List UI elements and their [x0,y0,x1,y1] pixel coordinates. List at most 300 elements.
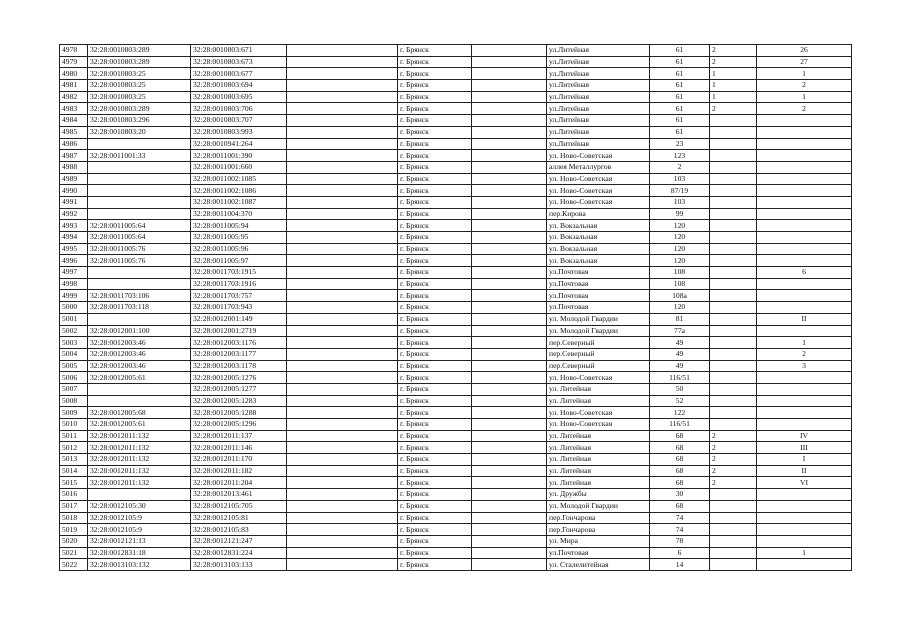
city: г. Брянск [398,45,472,57]
street: ул. Вокзальная [547,232,650,244]
cadastral-number: 32:28:0011001:660 [191,161,287,173]
building-number [710,185,757,197]
city: г. Брянск [398,255,472,267]
apartment-number [757,278,852,290]
table-row [60,442,852,454]
row-number: 5011 [60,430,88,442]
cadastral-number: 32:28:0011703:943 [191,302,287,314]
table-row [60,290,852,302]
city: г. Брянск [398,477,472,489]
house-number: 30 [650,489,710,501]
empty-cell [287,419,398,431]
empty-cell [472,313,547,325]
parent-cadastral-number [88,267,191,279]
registry-table [59,44,852,571]
table-row [60,91,852,103]
street: ул. Ново-Советская [547,372,650,384]
empty-cell [287,290,398,302]
empty-cell [472,243,547,255]
apartment-number [757,559,852,571]
city: г. Брянск [398,383,472,395]
empty-cell [287,477,398,489]
table-row [60,173,852,185]
table-row [60,383,852,395]
apartment-number: 1 [757,91,852,103]
empty-cell [472,232,547,244]
parent-cadastral-number: 32:28:0011001:33 [88,150,191,162]
empty-cell [287,430,398,442]
empty-cell [287,442,398,454]
table-row [60,325,852,337]
table-row [60,243,852,255]
empty-cell [287,68,398,80]
parent-cadastral-number: 32:28:0012831:18 [88,547,191,559]
city: г. Брянск [398,325,472,337]
cadastral-number: 32:28:0012005:1276 [191,372,287,384]
row-number: 5013 [60,454,88,466]
street: ул.Литейная [547,126,650,138]
house-number: 116/51 [650,419,710,431]
cadastral-number: 32:28:0012105:705 [191,500,287,512]
empty-cell [287,161,398,173]
row-number: 5016 [60,489,88,501]
parent-cadastral-number [88,138,191,150]
apartment-number [757,115,852,127]
building-number [710,360,757,372]
empty-cell [287,255,398,267]
street: ул. Литейная [547,442,650,454]
house-number: 123 [650,150,710,162]
table-row [60,232,852,244]
empty-cell [287,535,398,547]
parent-cadastral-number: 32:28:0012001:100 [88,325,191,337]
building-number [710,372,757,384]
empty-cell [287,407,398,419]
city: г. Брянск [398,465,472,477]
street: ул.Почтовая [547,290,650,302]
building-number [710,535,757,547]
empty-cell [287,196,398,208]
table-row [60,220,852,232]
row-number: 5010 [60,419,88,431]
table-row [60,267,852,279]
empty-cell [472,68,547,80]
row-number: 5012 [60,442,88,454]
building-number [710,196,757,208]
cadastral-number: 32:28:0012121:247 [191,535,287,547]
apartment-number [757,524,852,536]
cadastral-number: 32:28:0012005:1288 [191,407,287,419]
empty-cell [472,430,547,442]
empty-cell [287,173,398,185]
street: ул. Молодой Гвардии [547,325,650,337]
house-number: 77а [650,325,710,337]
building-number: 1 [710,80,757,92]
empty-cell [472,302,547,314]
empty-cell [472,325,547,337]
apartment-number [757,208,852,220]
table-row [60,302,852,314]
street: ул. Ново-Советская [547,150,650,162]
table-row [60,500,852,512]
parent-cadastral-number: 32:28:0010803:25 [88,80,191,92]
city: г. Брянск [398,103,472,115]
apartment-number [757,489,852,501]
table-row [60,208,852,220]
building-number [710,419,757,431]
empty-cell [287,395,398,407]
street: ул. Вокзальная [547,243,650,255]
cadastral-number: 32:28:0011002:1085 [191,173,287,185]
street: пер.Гончарова [547,512,650,524]
parent-cadastral-number: 32:28:0012011:132 [88,465,191,477]
building-number: 1 [710,68,757,80]
house-number: 68 [650,430,710,442]
street: ул. Вокзальная [547,220,650,232]
empty-cell [287,150,398,162]
table-row [60,115,852,127]
apartment-number [757,407,852,419]
cadastral-number: 32:28:0012001:149 [191,313,287,325]
house-number: 120 [650,232,710,244]
row-number: 4987 [60,150,88,162]
apartment-number: 2 [757,80,852,92]
parent-cadastral-number: 32:28:0012105:9 [88,524,191,536]
cadastral-number: 32:28:0011002:1086 [191,185,287,197]
row-number: 4984 [60,115,88,127]
row-number: 4998 [60,278,88,290]
street: ул. Ново-Советская [547,419,650,431]
city: г. Брянск [398,348,472,360]
row-number: 4985 [60,126,88,138]
table-row [60,454,852,466]
cadastral-number: 32:28:0010803:707 [191,115,287,127]
cadastral-number: 32:28:0012011:146 [191,442,287,454]
city: г. Брянск [398,208,472,220]
row-number: 4995 [60,243,88,255]
empty-cell [287,500,398,512]
city: г. Брянск [398,547,472,559]
table-row [60,465,852,477]
empty-cell [472,559,547,571]
cadastral-number: 32:28:0011703:1916 [191,278,287,290]
cadastral-number: 32:28:0012105:83 [191,524,287,536]
apartment-number [757,243,852,255]
parent-cadastral-number: 32:28:0011703:118 [88,302,191,314]
apartment-number: 26 [757,45,852,57]
empty-cell [472,45,547,57]
empty-cell [472,442,547,454]
empty-cell [287,267,398,279]
parent-cadastral-number: 32:28:0010803:25 [88,68,191,80]
house-number: 122 [650,407,710,419]
cadastral-number: 32:28:0012013:461 [191,489,287,501]
cadastral-number: 32:28:0010803:695 [191,91,287,103]
cadastral-number: 32:28:0012011:182 [191,465,287,477]
street: ул. Ново-Советская [547,173,650,185]
parent-cadastral-number: 32:28:0012011:132 [88,477,191,489]
building-number [710,547,757,559]
apartment-number [757,395,852,407]
empty-cell [287,372,398,384]
table-row [60,278,852,290]
house-number: 68 [650,465,710,477]
apartment-number: IV [757,430,852,442]
table-row [60,45,852,57]
row-number: 4979 [60,56,88,68]
house-number: 6 [650,547,710,559]
street: ул. Мира [547,535,650,547]
building-number [710,500,757,512]
city: г. Брянск [398,302,472,314]
house-number: 108 [650,267,710,279]
apartment-number [757,419,852,431]
row-number: 5006 [60,372,88,384]
house-number: 74 [650,524,710,536]
apartment-number [757,325,852,337]
parent-cadastral-number: 32:28:0012003:46 [88,360,191,372]
row-number: 4993 [60,220,88,232]
empty-cell [472,138,547,150]
empty-cell [287,80,398,92]
apartment-number: VI [757,477,852,489]
empty-cell [472,220,547,232]
building-number [710,220,757,232]
house-number: 61 [650,56,710,68]
building-number: 2 [710,477,757,489]
building-number: 2 [710,45,757,57]
city: г. Брянск [398,115,472,127]
apartment-number [757,255,852,267]
empty-cell [472,56,547,68]
table-row [60,126,852,138]
cadastral-number: 32:28:0011005:97 [191,255,287,267]
building-number: 2 [710,430,757,442]
parent-cadastral-number: 32:28:0011005:64 [88,220,191,232]
city: г. Брянск [398,68,472,80]
house-number: 120 [650,255,710,267]
empty-cell [472,524,547,536]
cadastral-number: 32:28:0011002:1087 [191,196,287,208]
city: г. Брянск [398,430,472,442]
apartment-number [757,500,852,512]
house-number: 23 [650,138,710,150]
building-number [710,559,757,571]
street: ул. Литейная [547,383,650,395]
house-number: 61 [650,126,710,138]
cadastral-number: 32:28:0011001:390 [191,150,287,162]
table-row [60,430,852,442]
apartment-number [757,150,852,162]
apartment-number [757,383,852,395]
empty-cell [287,45,398,57]
apartment-number: 1 [757,547,852,559]
building-number [710,383,757,395]
table-row [60,80,852,92]
house-number: 2 [650,161,710,173]
empty-cell [472,91,547,103]
apartment-number [757,512,852,524]
street: ул. Ново-Советская [547,185,650,197]
street: ул. Сталелитейная [547,559,650,571]
house-number: 87/19 [650,185,710,197]
building-number [710,278,757,290]
table-row [60,196,852,208]
apartment-number [757,220,852,232]
table-row [60,524,852,536]
cadastral-number: 32:28:0010803:993 [191,126,287,138]
parent-cadastral-number: 32:28:0012005:61 [88,372,191,384]
row-number: 4980 [60,68,88,80]
cadastral-number: 32:28:0011004:370 [191,208,287,220]
cadastral-number: 32:28:0010803:673 [191,56,287,68]
parent-cadastral-number: 32:28:0013103:132 [88,559,191,571]
row-number: 5003 [60,337,88,349]
row-number: 4989 [60,173,88,185]
empty-cell [287,91,398,103]
empty-cell [472,278,547,290]
table-row [60,489,852,501]
empty-cell [287,337,398,349]
house-number: 108а [650,290,710,302]
street: ул.Почтовая [547,267,650,279]
cadastral-number: 32:28:0012105:81 [191,512,287,524]
cadastral-number: 32:28:0012005:1277 [191,383,287,395]
parent-cadastral-number: 32:28:0010803:289 [88,103,191,115]
apartment-number [757,232,852,244]
street: пер.Северный [547,348,650,360]
building-number [710,395,757,407]
row-number: 5007 [60,383,88,395]
house-number: 49 [650,360,710,372]
city: г. Брянск [398,220,472,232]
empty-cell [472,115,547,127]
parent-cadastral-number: 32:28:0012121:13 [88,535,191,547]
house-number: 61 [650,68,710,80]
city: г. Брянск [398,56,472,68]
house-number: 99 [650,208,710,220]
street: ул.Почтовая [547,547,650,559]
building-number [710,150,757,162]
cadastral-number: 32:28:0012001:2719 [191,325,287,337]
cadastral-number: 32:28:0012011:204 [191,477,287,489]
cadastral-number: 32:28:0012831:224 [191,547,287,559]
empty-cell [472,348,547,360]
house-number: 74 [650,512,710,524]
row-number: 5019 [60,524,88,536]
empty-cell [472,419,547,431]
table-row [60,477,852,489]
building-number [710,115,757,127]
empty-cell [287,465,398,477]
cadastral-number: 32:28:0010941:264 [191,138,287,150]
empty-cell [287,524,398,536]
empty-cell [472,372,547,384]
empty-cell [472,126,547,138]
parent-cadastral-number: 32:28:0012003:46 [88,348,191,360]
table-row [60,337,852,349]
city: г. Брянск [398,419,472,431]
city: г. Брянск [398,407,472,419]
building-number: 2 [710,465,757,477]
row-number: 5001 [60,313,88,325]
apartment-number: II [757,465,852,477]
city: г. Брянск [398,80,472,92]
apartment-number: 1 [757,337,852,349]
street: ул. Дружбы [547,489,650,501]
empty-cell [472,290,547,302]
empty-cell [287,115,398,127]
empty-cell [287,383,398,395]
parent-cadastral-number: 32:28:0010803:296 [88,115,191,127]
building-number: 1 [710,91,757,103]
empty-cell [472,208,547,220]
cadastral-number: 32:28:0011703:1915 [191,267,287,279]
street: ул.Литейная [547,138,650,150]
city: г. Брянск [398,500,472,512]
table-row [60,535,852,547]
table-row [60,512,852,524]
table-row [60,150,852,162]
apartment-number [757,535,852,547]
house-number: 61 [650,91,710,103]
empty-cell [287,325,398,337]
parent-cadastral-number: 32:28:0012011:132 [88,442,191,454]
street: пер.Гончарова [547,524,650,536]
apartment-number [757,196,852,208]
house-number: 14 [650,559,710,571]
parent-cadastral-number: 32:28:0010803:25 [88,91,191,103]
city: г. Брянск [398,126,472,138]
table-row [60,56,852,68]
cadastral-number: 32:28:0012005:1296 [191,419,287,431]
parent-cadastral-number: 32:28:0010803:289 [88,56,191,68]
parent-cadastral-number [88,208,191,220]
city: г. Брянск [398,489,472,501]
street: ул. Литейная [547,395,650,407]
city: г. Брянск [398,395,472,407]
building-number [710,302,757,314]
table-row [60,255,852,267]
building-number [710,489,757,501]
parent-cadastral-number: 32:28:0012105:30 [88,500,191,512]
apartment-number: II [757,313,852,325]
house-number: 52 [650,395,710,407]
parent-cadastral-number: 32:28:0010803:289 [88,45,191,57]
building-number [710,290,757,302]
cadastral-number: 32:28:0010803:671 [191,45,287,57]
building-number [710,173,757,185]
row-number: 4999 [60,290,88,302]
table-row [60,372,852,384]
empty-cell [287,302,398,314]
parent-cadastral-number: 32:28:0010803:20 [88,126,191,138]
street: ул. Молодой Гвардии [547,313,650,325]
building-number [710,208,757,220]
house-number: 68 [650,500,710,512]
cadastral-number: 32:28:0013103:133 [191,559,287,571]
parent-cadastral-number [88,173,191,185]
apartment-number [757,372,852,384]
city: г. Брянск [398,442,472,454]
empty-cell [472,360,547,372]
cadastral-number: 32:28:0011005:94 [191,220,287,232]
parent-cadastral-number: 32:28:0011005:76 [88,243,191,255]
house-number: 120 [650,243,710,255]
table-body [60,45,852,571]
apartment-number [757,302,852,314]
street: ул.Литейная [547,91,650,103]
